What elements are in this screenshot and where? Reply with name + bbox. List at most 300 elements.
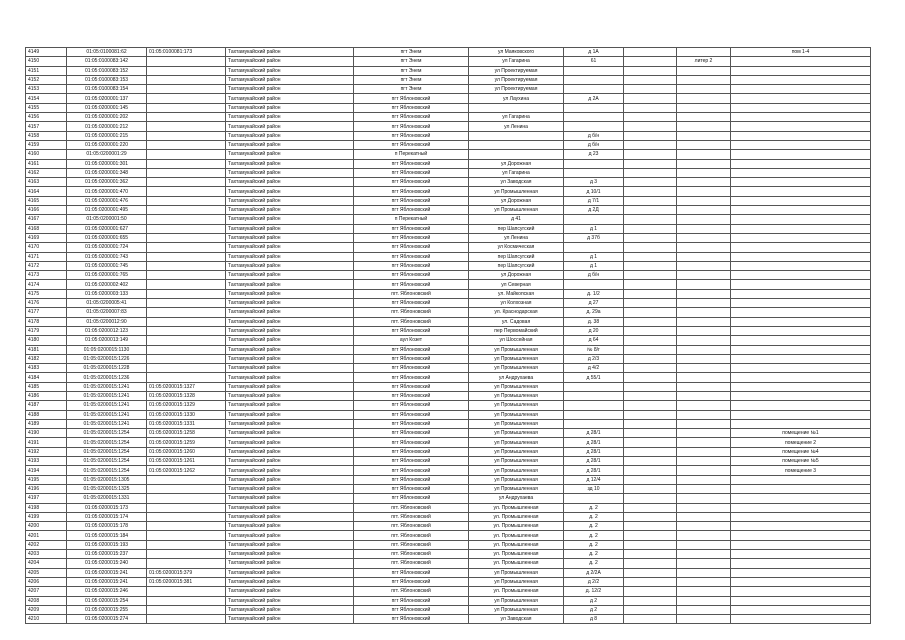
- table-cell: [147, 187, 226, 196]
- table-cell: пгт Яблоновский: [354, 475, 469, 484]
- table-cell: 01:05:0200015:237: [67, 550, 147, 559]
- table-cell: [677, 48, 731, 57]
- table-cell: 01:05:0100083:152: [67, 66, 147, 75]
- table-cell: [624, 233, 677, 242]
- table-cell: [624, 168, 677, 177]
- table-cell: [147, 531, 226, 540]
- table-cell: [624, 215, 677, 224]
- table-cell: 01:05:0200002:402: [67, 280, 147, 289]
- table-row: [26, 559, 871, 568]
- table-cell: [624, 261, 677, 270]
- table-cell: 4202: [26, 540, 67, 549]
- table-cell: 4156: [26, 113, 67, 122]
- table-cell: Тахтамукайский район: [226, 75, 354, 84]
- table-cell: 01:05:0200015:274: [67, 615, 147, 624]
- table-cell: д 2/3: [564, 354, 624, 363]
- table-cell: пгт Яблоновский: [354, 159, 469, 168]
- table-cell: [677, 271, 731, 280]
- table-cell: [731, 550, 871, 559]
- table-cell: д б/н: [564, 140, 624, 149]
- table-cell: [677, 94, 731, 103]
- table-cell: Тахтамукайский район: [226, 336, 354, 345]
- table-cell: пгт Яблоновский: [354, 243, 469, 252]
- table-cell: [731, 178, 871, 187]
- table-cell: [147, 140, 226, 149]
- table-cell: 01:05:0200015:1241: [67, 401, 147, 410]
- table-cell: Тахтамукайский район: [226, 261, 354, 270]
- table-cell: 01:05:0200001:362: [67, 178, 147, 187]
- table-cell: ул Промышленная: [469, 447, 564, 456]
- table-cell: Тахтамукайский район: [226, 512, 354, 521]
- table-cell: [731, 122, 871, 131]
- table-cell: 01:05:0100083:153: [67, 75, 147, 84]
- table-cell: Тахтамукайский район: [226, 299, 354, 308]
- table-cell: [624, 484, 677, 493]
- table-cell: [624, 224, 677, 233]
- table-cell: д 20: [564, 326, 624, 335]
- table-cell: [731, 494, 871, 503]
- table-cell: 4161: [26, 159, 67, 168]
- table-cell: [624, 587, 677, 596]
- table-cell: Тахтамукайский район: [226, 103, 354, 112]
- table-cell: 4200: [26, 522, 67, 531]
- table-row: [26, 187, 871, 196]
- table-cell: Тахтамукайский район: [226, 382, 354, 391]
- table-cell: 01:05:0200001:202: [67, 113, 147, 122]
- table-row: [26, 587, 871, 596]
- table-cell: Тахтамукайский район: [226, 391, 354, 400]
- table-cell: пгт Яблоновский: [354, 410, 469, 419]
- table-cell: 4165: [26, 196, 67, 205]
- table-cell: пом 1-4: [731, 48, 871, 57]
- table-cell: [731, 150, 871, 159]
- table-cell: д б/н: [564, 271, 624, 280]
- table-cell: 01:05:0200015:1254: [67, 457, 147, 466]
- table-cell: [624, 382, 677, 391]
- table-cell: ул. Промышленная: [469, 550, 564, 559]
- table-cell: д 55/1: [564, 373, 624, 382]
- table-cell: [677, 159, 731, 168]
- table-cell: [677, 187, 731, 196]
- table-row: [26, 196, 871, 205]
- table-cell: Тахтамукайский район: [226, 345, 354, 354]
- table-cell: [624, 345, 677, 354]
- table-cell: д 23: [564, 150, 624, 159]
- table-cell: [677, 252, 731, 261]
- table-cell: [624, 140, 677, 149]
- table-cell: [624, 317, 677, 326]
- table-row: [26, 326, 871, 335]
- table-cell: [147, 299, 226, 308]
- table-cell: д 2/2: [564, 577, 624, 586]
- table-cell: [147, 233, 226, 242]
- table-cell: [677, 150, 731, 159]
- table-cell: [731, 522, 871, 531]
- table-cell: 4177: [26, 308, 67, 317]
- table-cell: 4198: [26, 503, 67, 512]
- table-cell: д 28/1: [564, 447, 624, 456]
- table-cell: пгт Яблоновский: [354, 419, 469, 428]
- table-cell: 01:05:0200003:133: [67, 289, 147, 298]
- table-cell: [147, 512, 226, 521]
- table-cell: Тахтамукайский район: [226, 280, 354, 289]
- table-cell: 01:05:0200015:1328: [147, 391, 226, 400]
- table-cell: Тахтамукайский район: [226, 113, 354, 122]
- table-cell: ул Промышленная: [469, 568, 564, 577]
- table-cell: 01:05:0200015:1327: [147, 382, 226, 391]
- table-cell: 4181: [26, 345, 67, 354]
- table-cell: [677, 401, 731, 410]
- table-cell: 4209: [26, 605, 67, 614]
- table-cell: [677, 326, 731, 335]
- table-cell: [147, 75, 226, 84]
- table-cell: ул Проектируемая: [469, 85, 564, 94]
- table-row: [26, 243, 871, 252]
- table-cell: пгт Яблоновский: [354, 168, 469, 177]
- table-cell: ул Промышленная: [469, 401, 564, 410]
- table-cell: Тахтамукайский район: [226, 503, 354, 512]
- table-cell: ул Гагарина: [469, 168, 564, 177]
- table-cell: пгт Яблоновский: [354, 94, 469, 103]
- table-cell: д 1А: [564, 48, 624, 57]
- table-cell: Тахтамукайский район: [226, 559, 354, 568]
- table-cell: пгт. Яблоновский: [354, 540, 469, 549]
- table-cell: Тахтамукайский район: [226, 457, 354, 466]
- table-cell: [677, 289, 731, 298]
- table-cell: [731, 252, 871, 261]
- table-cell: Тахтамукайский район: [226, 596, 354, 605]
- table-cell: [624, 243, 677, 252]
- table-cell: [624, 429, 677, 438]
- table-cell: [731, 289, 871, 298]
- table-row: [26, 484, 871, 493]
- table-cell: 4187: [26, 401, 67, 410]
- table-cell: ул Промышленная: [469, 354, 564, 363]
- table-cell: д. 2: [564, 503, 624, 512]
- table-cell: 4178: [26, 317, 67, 326]
- table-cell: [677, 122, 731, 131]
- table-cell: 01:05:0200001:745: [67, 261, 147, 270]
- table-cell: 4179: [26, 326, 67, 335]
- table-cell: [677, 429, 731, 438]
- table-cell: [731, 233, 871, 242]
- table-row: [26, 131, 871, 140]
- table-cell: [677, 113, 731, 122]
- table-cell: пгт Яблоновский: [354, 447, 469, 456]
- table-cell: Тахтамукайский район: [226, 438, 354, 447]
- table-cell: [731, 57, 871, 66]
- table-cell: [147, 159, 226, 168]
- table-cell: [731, 168, 871, 177]
- table-cell: пгт. Яблоновский: [354, 289, 469, 298]
- table-cell: [731, 215, 871, 224]
- table-cell: 01:05:0200015:1329: [147, 401, 226, 410]
- table-cell: помещение №1: [731, 429, 871, 438]
- table-cell: пгт Яблоновский: [354, 605, 469, 614]
- table-cell: 4159: [26, 140, 67, 149]
- table-cell: [731, 577, 871, 586]
- table-cell: д 37б: [564, 233, 624, 242]
- table-cell: [731, 224, 871, 233]
- table-cell: 4208: [26, 596, 67, 605]
- table-cell: пгт. Яблоновский: [354, 503, 469, 512]
- table-cell: д 10/1: [564, 187, 624, 196]
- table-cell: Тахтамукайский район: [226, 373, 354, 382]
- table-row: [26, 410, 871, 419]
- table-cell: д 3: [564, 178, 624, 187]
- table-cell: [624, 419, 677, 428]
- table-cell: 4186: [26, 391, 67, 400]
- table-cell: д 2: [564, 596, 624, 605]
- table-cell: [624, 364, 677, 373]
- table-cell: пгт Яблоновский: [354, 615, 469, 624]
- table-cell: ул Проектируемая: [469, 66, 564, 75]
- table-row: [26, 113, 871, 122]
- table-cell: [677, 475, 731, 484]
- table-cell: ул Гагарина: [469, 57, 564, 66]
- table-cell: [731, 512, 871, 521]
- table-cell: [564, 168, 624, 177]
- table-cell: [731, 401, 871, 410]
- table-row: [26, 122, 871, 131]
- table-cell: пер Шапсугский: [469, 252, 564, 261]
- table-cell: д. 2: [564, 531, 624, 540]
- table-cell: д 2А: [564, 94, 624, 103]
- table-cell: [731, 317, 871, 326]
- table-cell: [147, 484, 226, 493]
- table-row: [26, 466, 871, 475]
- table-row: [26, 252, 871, 261]
- table-cell: [731, 140, 871, 149]
- table-cell: [677, 568, 731, 577]
- table-row: [26, 261, 871, 270]
- table-cell: 01:05:0200015:174: [67, 512, 147, 521]
- table-cell: [677, 382, 731, 391]
- table-cell: [564, 401, 624, 410]
- table-cell: ул. Промышленная: [469, 587, 564, 596]
- table-cell: пгт Энем: [354, 57, 469, 66]
- table-cell: [624, 391, 677, 400]
- table-cell: 01:05:0200015:1325: [67, 484, 147, 493]
- table-cell: пгт Энем: [354, 66, 469, 75]
- table-cell: 4152: [26, 75, 67, 84]
- table-cell: помещение №4: [731, 447, 871, 456]
- table-cell: пгт Яблоновский: [354, 178, 469, 187]
- table-cell: пгт Яблоновский: [354, 373, 469, 382]
- table-cell: пгт Яблоновский: [354, 187, 469, 196]
- table-cell: [731, 206, 871, 215]
- table-cell: д 2Д: [564, 206, 624, 215]
- table-cell: пгт Яблоновский: [354, 382, 469, 391]
- table-cell: [677, 75, 731, 84]
- table-cell: [677, 484, 731, 493]
- table-cell: пгт. Яблоновский: [354, 531, 469, 540]
- table-cell: пгт Яблоновский: [354, 484, 469, 493]
- table-cell: [564, 122, 624, 131]
- table-cell: [677, 196, 731, 205]
- table-cell: 01:05:0200015:1262: [147, 466, 226, 475]
- table-cell: [677, 605, 731, 614]
- table-cell: 01:05:0200015:1241: [67, 419, 147, 428]
- table-cell: пгт Яблоновский: [354, 140, 469, 149]
- table-cell: [624, 299, 677, 308]
- table-cell: 01:05:0200015:1331: [147, 419, 226, 428]
- table-cell: 01:05:0200012:123: [67, 326, 147, 335]
- table-cell: зд 10: [564, 484, 624, 493]
- table-row: [26, 289, 871, 298]
- table-cell: [147, 289, 226, 298]
- table-cell: 4197: [26, 494, 67, 503]
- table-cell: 4189: [26, 419, 67, 428]
- table-cell: д. 12/2: [564, 587, 624, 596]
- table-cell: 4201: [26, 531, 67, 540]
- table-cell: [731, 159, 871, 168]
- table-cell: [147, 206, 226, 215]
- table-row: [26, 224, 871, 233]
- table-cell: [677, 354, 731, 363]
- table-cell: ул Заводская: [469, 615, 564, 624]
- table-cell: [624, 605, 677, 614]
- table-cell: 4210: [26, 615, 67, 624]
- table-cell: ул. Промышленная: [469, 559, 564, 568]
- table-cell: Тахтамукайский район: [226, 410, 354, 419]
- table-cell: [624, 94, 677, 103]
- table-cell: ул. Промышленная: [469, 503, 564, 512]
- table-row: [26, 540, 871, 549]
- table-row: [26, 215, 871, 224]
- table-cell: д 1: [564, 261, 624, 270]
- table-cell: [731, 484, 871, 493]
- table-cell: [677, 178, 731, 187]
- table-cell: 4194: [26, 466, 67, 475]
- table-cell: 4170: [26, 243, 67, 252]
- table-cell: [624, 271, 677, 280]
- table-cell: д 1: [564, 252, 624, 261]
- table-cell: [624, 512, 677, 521]
- table-cell: 4207: [26, 587, 67, 596]
- table-cell: пер Шапсугский: [469, 261, 564, 270]
- table-cell: [624, 559, 677, 568]
- table-cell: д 1: [564, 224, 624, 233]
- table-cell: пгт. Яблоновский: [354, 559, 469, 568]
- table-cell: [147, 308, 226, 317]
- table-cell: [469, 140, 564, 149]
- table-row: [26, 401, 871, 410]
- table-cell: ул Дорожная: [469, 159, 564, 168]
- table-cell: 01:05:0200001:137: [67, 94, 147, 103]
- table-cell: [564, 410, 624, 419]
- table-cell: [469, 150, 564, 159]
- table-cell: 01:05:0200015:1260: [147, 447, 226, 456]
- table-cell: 61: [564, 57, 624, 66]
- table-cell: ул Промышленная: [469, 475, 564, 484]
- table-cell: [677, 457, 731, 466]
- table-cell: Тахтамукайский район: [226, 326, 354, 335]
- table-cell: 01:05:0200015:1241: [67, 391, 147, 400]
- table-cell: ул Промышленная: [469, 596, 564, 605]
- table-cell: Тахтамукайский район: [226, 540, 354, 549]
- table-cell: [147, 503, 226, 512]
- table-row: [26, 140, 871, 149]
- table-cell: пгт Яблоновский: [354, 391, 469, 400]
- table-cell: [147, 354, 226, 363]
- table-cell: 01:05:0200012:90: [67, 317, 147, 326]
- table-cell: 01:05:0200001:215: [67, 131, 147, 140]
- table-cell: 4154: [26, 94, 67, 103]
- table-cell: [731, 615, 871, 624]
- table-cell: 4169: [26, 233, 67, 242]
- table-cell: Тахтамукайский район: [226, 224, 354, 233]
- table-cell: 4167: [26, 215, 67, 224]
- table-cell: ул Промышленная: [469, 438, 564, 447]
- table-cell: Тахтамукайский район: [226, 252, 354, 261]
- table-cell: 4173: [26, 271, 67, 280]
- table-cell: ул Проектируемая: [469, 75, 564, 84]
- table-cell: 4151: [26, 66, 67, 75]
- table-cell: [677, 615, 731, 624]
- table-cell: 01:05:0200001:724: [67, 243, 147, 252]
- table-row: [26, 94, 871, 103]
- table-cell: Тахтамукайский район: [226, 187, 354, 196]
- table-cell: [731, 113, 871, 122]
- table-cell: 01:05:0200001:212: [67, 122, 147, 131]
- table-cell: [677, 531, 731, 540]
- table-cell: Тахтамукайский район: [226, 289, 354, 298]
- table-cell: пгт Яблоновский: [354, 261, 469, 270]
- table-cell: 01:05:0200015:246: [67, 587, 147, 596]
- table-cell: [564, 103, 624, 112]
- table-cell: 01:05:0200015:1261: [147, 457, 226, 466]
- table-cell: 4171: [26, 252, 67, 261]
- table-cell: д 28/1: [564, 438, 624, 447]
- table-cell: [731, 103, 871, 112]
- table-cell: [147, 196, 226, 205]
- table-cell: ул Северная: [469, 280, 564, 289]
- table-cell: [731, 373, 871, 382]
- table-cell: 4195: [26, 475, 67, 484]
- table-cell: [147, 113, 226, 122]
- table-cell: 01:05:0100081:62: [67, 48, 147, 57]
- table-cell: 01:05:0200015:1254: [67, 447, 147, 456]
- table-row: [26, 66, 871, 75]
- table-cell: 4190: [26, 429, 67, 438]
- table-cell: [624, 373, 677, 382]
- table-cell: [731, 410, 871, 419]
- table-cell: [731, 345, 871, 354]
- table-cell: ул Промышленная: [469, 577, 564, 586]
- table-cell: 01:05:0200015:240: [67, 559, 147, 568]
- table-cell: Тахтамукайский район: [226, 243, 354, 252]
- table-cell: [624, 466, 677, 475]
- table-cell: [624, 206, 677, 215]
- table-cell: Тахтамукайский район: [226, 568, 354, 577]
- table-cell: Тахтамукайский район: [226, 196, 354, 205]
- table-cell: Тахтамукайский район: [226, 317, 354, 326]
- table-cell: [731, 503, 871, 512]
- table-cell: д 12/4: [564, 475, 624, 484]
- table-cell: ул Промышленная: [469, 419, 564, 428]
- table-cell: 4172: [26, 261, 67, 270]
- table-row: [26, 494, 871, 503]
- table-cell: [677, 410, 731, 419]
- table-cell: 01:05:0200001:29: [67, 150, 147, 159]
- table-cell: [147, 522, 226, 531]
- table-cell: [624, 178, 677, 187]
- table-cell: [731, 336, 871, 345]
- table-cell: [677, 494, 731, 503]
- table-row: [26, 596, 871, 605]
- table-row: [26, 103, 871, 112]
